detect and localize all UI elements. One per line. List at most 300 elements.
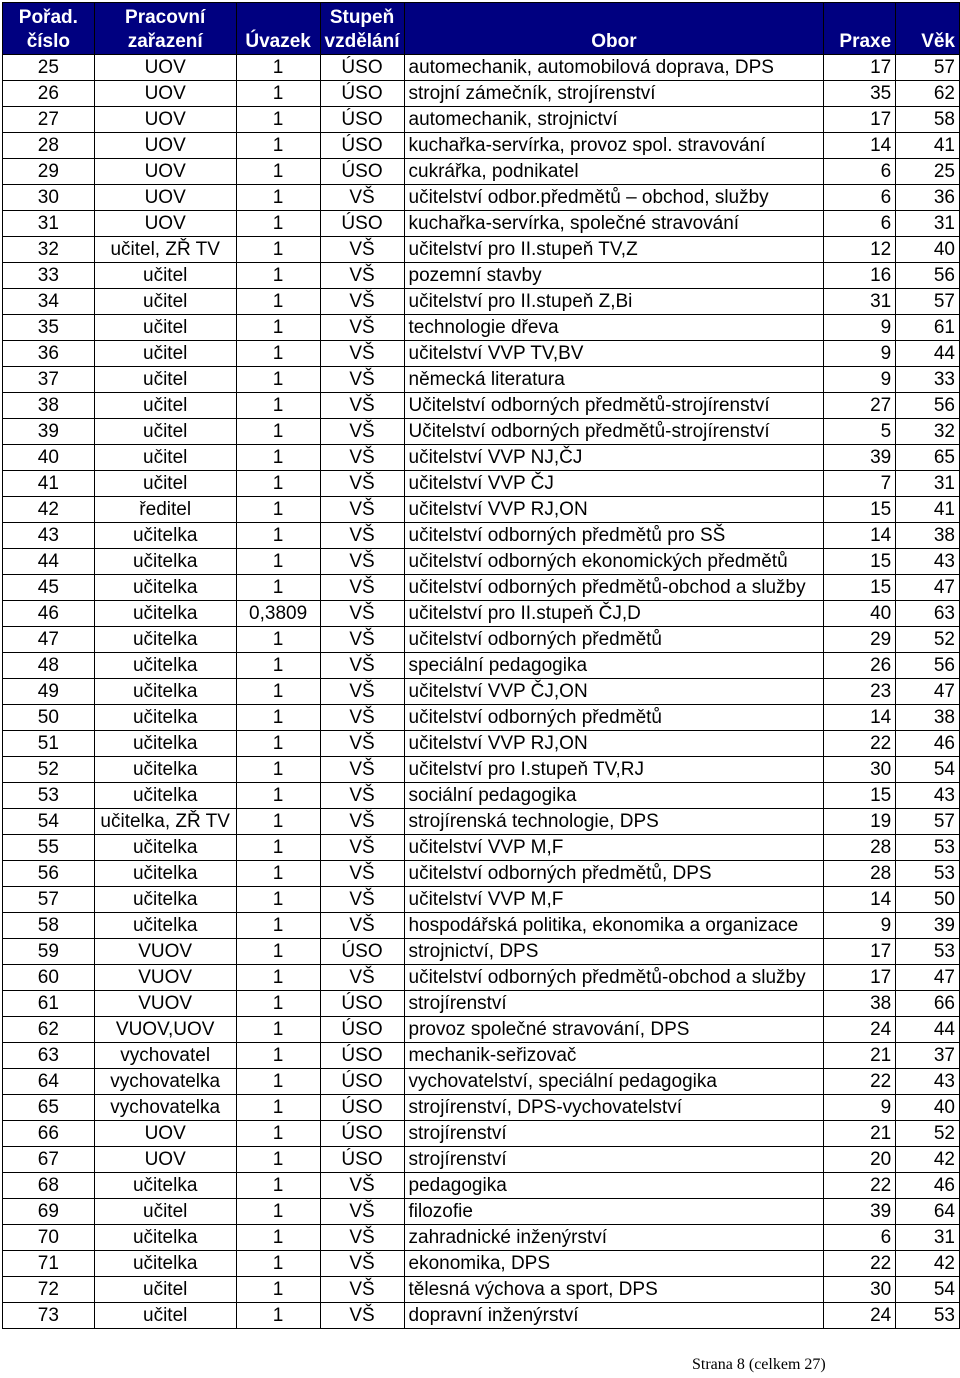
poradi-cell: 40 <box>3 445 95 471</box>
praxe-cell: 22 <box>824 1251 896 1277</box>
vek-cell: 61 <box>896 315 960 341</box>
obor-cell: automechanik, strojnictví <box>404 107 824 133</box>
zarazeni-cell: učitelka <box>94 887 236 913</box>
vek-cell: 54 <box>896 757 960 783</box>
vek-cell: 43 <box>896 1069 960 1095</box>
table-row <box>3 393 960 419</box>
zarazeni-cell: učitel <box>94 263 236 289</box>
stupen-cell: VŠ <box>320 835 404 861</box>
table-row <box>3 783 960 809</box>
header-vek-line2: Věk <box>921 31 955 52</box>
zarazeni-cell: učitel <box>94 289 236 315</box>
poradi-cell: 42 <box>3 497 95 523</box>
vek-cell: 47 <box>896 965 960 991</box>
vek-cell: 25 <box>896 159 960 185</box>
obor-cell: učitelství odbor.předmětů – obchod, služby <box>404 185 824 211</box>
obor-cell: strojírenství <box>404 991 824 1017</box>
stupen-cell: VŠ <box>320 445 404 471</box>
poradi-cell: 28 <box>3 133 95 159</box>
vek-cell: 37 <box>896 1043 960 1069</box>
praxe-cell: 30 <box>824 757 896 783</box>
zarazeni-cell: učitelka <box>94 679 236 705</box>
stupen-cell: ÚSO <box>320 211 404 237</box>
praxe-cell: 6 <box>824 185 896 211</box>
stupen-cell: ÚSO <box>320 1043 404 1069</box>
stupen-cell: VŠ <box>320 965 404 991</box>
uvazek-cell: 1 <box>236 497 320 523</box>
zarazeni-cell: vychovatelka <box>94 1069 236 1095</box>
table-row <box>3 1251 960 1277</box>
stupen-cell: VŠ <box>320 1303 404 1329</box>
vek-cell: 36 <box>896 185 960 211</box>
zarazeni-cell: učitelka <box>94 731 236 757</box>
table-row <box>3 991 960 1017</box>
obor-cell: učitelství VVP RJ,ON <box>404 497 824 523</box>
stupen-cell: ÚSO <box>320 939 404 965</box>
stupen-cell: VŠ <box>320 887 404 913</box>
uvazek-cell: 1 <box>236 757 320 783</box>
praxe-cell: 19 <box>824 809 896 835</box>
poradi-cell: 69 <box>3 1199 95 1225</box>
stupen-cell: ÚSO <box>320 159 404 185</box>
poradi-cell: 63 <box>3 1043 95 1069</box>
table-row <box>3 835 960 861</box>
obor-cell: speciální pedagogika <box>404 653 824 679</box>
poradi-cell: 62 <box>3 1017 95 1043</box>
stupen-cell: VŠ <box>320 549 404 575</box>
table-body <box>3 55 960 1329</box>
stupen-cell: VŠ <box>320 627 404 653</box>
zarazeni-cell: učitelka <box>94 757 236 783</box>
obor-cell: strojírenství <box>404 1147 824 1173</box>
stupen-cell: VŠ <box>320 341 404 367</box>
praxe-cell: 39 <box>824 1199 896 1225</box>
poradi-cell: 25 <box>3 55 95 81</box>
obor-cell: učitelství pro I.stupeň TV,RJ <box>404 757 824 783</box>
stupen-cell: ÚSO <box>320 1017 404 1043</box>
zarazeni-cell: vychovatelka <box>94 1095 236 1121</box>
zarazeni-cell: učitel <box>94 1199 236 1225</box>
table-row <box>3 471 960 497</box>
vek-cell: 38 <box>896 705 960 731</box>
header-praxe <box>824 3 896 55</box>
praxe-cell: 15 <box>824 575 896 601</box>
uvazek-cell: 1 <box>236 445 320 471</box>
uvazek-cell: 1 <box>236 289 320 315</box>
stupen-cell: VŠ <box>320 913 404 939</box>
header-praxe-line2: Praxe <box>839 31 892 52</box>
vek-cell: 33 <box>896 367 960 393</box>
stupen-cell: VŠ <box>320 757 404 783</box>
poradi-cell: 44 <box>3 549 95 575</box>
uvazek-cell: 1 <box>236 1147 320 1173</box>
table-row <box>3 913 960 939</box>
table-row <box>3 497 960 523</box>
zarazeni-cell: UOV <box>94 1147 236 1173</box>
zarazeni-cell: učitelka <box>94 1251 236 1277</box>
uvazek-cell: 1 <box>236 809 320 835</box>
table-row <box>3 653 960 679</box>
zarazeni-cell: učitel <box>94 445 236 471</box>
table-row <box>3 1043 960 1069</box>
header-stupen <box>320 3 404 55</box>
praxe-cell: 17 <box>824 965 896 991</box>
zarazeni-cell: učitel <box>94 471 236 497</box>
praxe-cell: 38 <box>824 991 896 1017</box>
header-uvazek <box>236 3 320 55</box>
uvazek-cell: 1 <box>236 419 320 445</box>
stupen-cell: VŠ <box>320 809 404 835</box>
zarazeni-cell: UOV <box>94 133 236 159</box>
obor-cell: učitelství VVP RJ,ON <box>404 731 824 757</box>
stupen-cell: VŠ <box>320 315 404 341</box>
obor-cell: strojírenství <box>404 1121 824 1147</box>
praxe-cell: 6 <box>824 211 896 237</box>
poradi-cell: 39 <box>3 419 95 445</box>
header-poradi-line1: Pořad. <box>18 7 78 28</box>
obor-cell: učitelství pro II.stupeň ČJ,D <box>404 601 824 627</box>
praxe-cell: 9 <box>824 367 896 393</box>
uvazek-cell: 1 <box>236 913 320 939</box>
stupen-cell: VŠ <box>320 367 404 393</box>
obor-cell: německá literatura <box>404 367 824 393</box>
stupen-cell: VŠ <box>320 1173 404 1199</box>
header-poradi <box>3 3 95 55</box>
poradi-cell: 53 <box>3 783 95 809</box>
table-row <box>3 367 960 393</box>
zarazeni-cell: učitelka <box>94 1225 236 1251</box>
vek-cell: 52 <box>896 1121 960 1147</box>
obor-cell: učitelství VVP TV,BV <box>404 341 824 367</box>
praxe-cell: 7 <box>824 471 896 497</box>
praxe-cell: 35 <box>824 81 896 107</box>
uvazek-cell: 1 <box>236 523 320 549</box>
table-row <box>3 185 960 211</box>
zarazeni-cell: učitelka <box>94 913 236 939</box>
poradi-cell: 72 <box>3 1277 95 1303</box>
zarazeni-cell: učitel <box>94 1277 236 1303</box>
table-row <box>3 549 960 575</box>
stupen-cell: ÚSO <box>320 133 404 159</box>
zarazeni-cell: učitelka, ZŘ TV <box>94 809 236 835</box>
poradi-cell: 55 <box>3 835 95 861</box>
obor-cell: strojnictví, DPS <box>404 939 824 965</box>
uvazek-cell: 1 <box>236 1017 320 1043</box>
uvazek-cell: 1 <box>236 1173 320 1199</box>
poradi-cell: 30 <box>3 185 95 211</box>
stupen-cell: VŠ <box>320 237 404 263</box>
obor-cell: cukrářka, podnikatel <box>404 159 824 185</box>
vek-cell: 46 <box>896 1173 960 1199</box>
zarazeni-cell: učitelka <box>94 627 236 653</box>
zarazeni-cell: UOV <box>94 55 236 81</box>
vek-cell: 57 <box>896 809 960 835</box>
stupen-cell: VŠ <box>320 861 404 887</box>
poradi-cell: 33 <box>3 263 95 289</box>
uvazek-cell: 1 <box>236 939 320 965</box>
praxe-cell: 39 <box>824 445 896 471</box>
zarazeni-cell: UOV <box>94 107 236 133</box>
uvazek-cell: 1 <box>236 367 320 393</box>
uvazek-cell: 1 <box>236 1043 320 1069</box>
praxe-cell: 20 <box>824 1147 896 1173</box>
header-uvazek-line2: Úvazek <box>245 31 311 52</box>
table-row <box>3 861 960 887</box>
vek-cell: 53 <box>896 861 960 887</box>
poradi-cell: 61 <box>3 991 95 1017</box>
poradi-cell: 66 <box>3 1121 95 1147</box>
table-row <box>3 887 960 913</box>
stupen-cell: VŠ <box>320 263 404 289</box>
praxe-cell: 14 <box>824 887 896 913</box>
poradi-cell: 59 <box>3 939 95 965</box>
obor-cell: učitelství pro II.stupeň Z,Bi <box>404 289 824 315</box>
zarazeni-cell: učitel <box>94 315 236 341</box>
stupen-cell: VŠ <box>320 575 404 601</box>
vek-cell: 57 <box>896 289 960 315</box>
table-row <box>3 445 960 471</box>
uvazek-cell: 1 <box>236 627 320 653</box>
table-row <box>3 81 960 107</box>
obor-cell: kuchařka-servírka, provoz spol. stravování <box>404 133 824 159</box>
table-row <box>3 159 960 185</box>
table-row <box>3 1017 960 1043</box>
vek-cell: 54 <box>896 1277 960 1303</box>
zarazeni-cell: VUOV <box>94 991 236 1017</box>
obor-cell: ekonomika, DPS <box>404 1251 824 1277</box>
uvazek-cell: 1 <box>236 315 320 341</box>
obor-cell: filozofie <box>404 1199 824 1225</box>
table-row <box>3 705 960 731</box>
vek-cell: 31 <box>896 471 960 497</box>
obor-cell: hospodářská politika, ekonomika a organizace <box>404 913 824 939</box>
praxe-cell: 27 <box>824 393 896 419</box>
zarazeni-cell: učitelka <box>94 523 236 549</box>
poradi-cell: 57 <box>3 887 95 913</box>
vek-cell: 32 <box>896 419 960 445</box>
table-row <box>3 1225 960 1251</box>
uvazek-cell: 1 <box>236 1277 320 1303</box>
uvazek-cell: 1 <box>236 1225 320 1251</box>
vek-cell: 41 <box>896 497 960 523</box>
zarazeni-cell: učitel <box>94 1303 236 1329</box>
obor-cell: učitelství VVP ČJ,ON <box>404 679 824 705</box>
obor-cell: učitelství pro II.stupeň TV,Z <box>404 237 824 263</box>
praxe-cell: 21 <box>824 1121 896 1147</box>
uvazek-cell: 1 <box>236 471 320 497</box>
stupen-cell: VŠ <box>320 419 404 445</box>
zarazeni-cell: UOV <box>94 185 236 211</box>
stupen-cell: ÚSO <box>320 1147 404 1173</box>
table-row <box>3 679 960 705</box>
uvazek-cell: 1 <box>236 575 320 601</box>
stupen-cell: VŠ <box>320 1251 404 1277</box>
obor-cell: strojní zámečník, strojírenství <box>404 81 824 107</box>
uvazek-cell: 1 <box>236 107 320 133</box>
zarazeni-cell: učitelka <box>94 549 236 575</box>
obor-cell: učitelství VVP M,F <box>404 887 824 913</box>
table-row <box>3 341 960 367</box>
poradi-cell: 27 <box>3 107 95 133</box>
poradi-cell: 51 <box>3 731 95 757</box>
uvazek-cell: 1 <box>236 783 320 809</box>
poradi-cell: 46 <box>3 601 95 627</box>
praxe-cell: 21 <box>824 1043 896 1069</box>
page-footer: Strana 8 (celkem 27) <box>692 1356 826 1373</box>
praxe-cell: 17 <box>824 939 896 965</box>
poradi-cell: 41 <box>3 471 95 497</box>
obor-cell: strojírenská technologie, DPS <box>404 809 824 835</box>
table-row <box>3 211 960 237</box>
praxe-cell: 24 <box>824 1303 896 1329</box>
zarazeni-cell: UOV <box>94 211 236 237</box>
table-row <box>3 1303 960 1329</box>
table-row <box>3 1277 960 1303</box>
vek-cell: 62 <box>896 81 960 107</box>
stupen-cell: VŠ <box>320 289 404 315</box>
stupen-cell: VŠ <box>320 783 404 809</box>
poradi-cell: 50 <box>3 705 95 731</box>
table-row <box>3 237 960 263</box>
poradi-cell: 34 <box>3 289 95 315</box>
uvazek-cell: 1 <box>236 159 320 185</box>
uvazek-cell: 1 <box>236 185 320 211</box>
stupen-cell: VŠ <box>320 1199 404 1225</box>
praxe-cell: 15 <box>824 497 896 523</box>
praxe-cell: 23 <box>824 679 896 705</box>
poradi-cell: 37 <box>3 367 95 393</box>
uvazek-cell: 1 <box>236 1069 320 1095</box>
obor-cell: učitelství VVP NJ,ČJ <box>404 445 824 471</box>
zarazeni-cell: VUOV <box>94 939 236 965</box>
praxe-cell: 22 <box>824 731 896 757</box>
praxe-cell: 22 <box>824 1069 896 1095</box>
poradi-cell: 35 <box>3 315 95 341</box>
praxe-cell: 26 <box>824 653 896 679</box>
poradi-cell: 60 <box>3 965 95 991</box>
obor-cell: Učitelství odborných předmětů-strojírenství <box>404 419 824 445</box>
table-row <box>3 939 960 965</box>
vek-cell: 66 <box>896 991 960 1017</box>
obor-cell: automechanik, automobilová doprava, DPS <box>404 55 824 81</box>
poradi-cell: 70 <box>3 1225 95 1251</box>
zarazeni-cell: učitel <box>94 341 236 367</box>
stupen-cell: VŠ <box>320 471 404 497</box>
poradi-cell: 73 <box>3 1303 95 1329</box>
stupen-cell: VŠ <box>320 653 404 679</box>
praxe-cell: 28 <box>824 861 896 887</box>
table-row <box>3 1121 960 1147</box>
table-row <box>3 1147 960 1173</box>
stupen-cell: VŠ <box>320 1277 404 1303</box>
table-row <box>3 315 960 341</box>
vek-cell: 43 <box>896 783 960 809</box>
praxe-cell: 24 <box>824 1017 896 1043</box>
vek-cell: 65 <box>896 445 960 471</box>
vek-cell: 56 <box>896 393 960 419</box>
stupen-cell: VŠ <box>320 679 404 705</box>
uvazek-cell: 1 <box>236 211 320 237</box>
praxe-cell: 6 <box>824 159 896 185</box>
poradi-cell: 52 <box>3 757 95 783</box>
vek-cell: 42 <box>896 1147 960 1173</box>
stupen-cell: VŠ <box>320 185 404 211</box>
stupen-cell: ÚSO <box>320 1069 404 1095</box>
table-row <box>3 523 960 549</box>
uvazek-cell: 1 <box>236 263 320 289</box>
praxe-cell: 9 <box>824 341 896 367</box>
table-row <box>3 757 960 783</box>
table-row <box>3 289 960 315</box>
zarazeni-cell: UOV <box>94 1121 236 1147</box>
poradi-cell: 56 <box>3 861 95 887</box>
uvazek-cell: 1 <box>236 1251 320 1277</box>
uvazek-cell: 1 <box>236 237 320 263</box>
stupen-cell: VŠ <box>320 731 404 757</box>
vek-cell: 57 <box>896 55 960 81</box>
uvazek-cell: 1 <box>236 393 320 419</box>
poradi-cell: 67 <box>3 1147 95 1173</box>
stupen-cell: ÚSO <box>320 991 404 1017</box>
uvazek-cell: 1 <box>236 731 320 757</box>
zarazeni-cell: učitel, ZŘ TV <box>94 237 236 263</box>
uvazek-cell: 1 <box>236 861 320 887</box>
vek-cell: 50 <box>896 887 960 913</box>
vek-cell: 38 <box>896 523 960 549</box>
zarazeni-cell: učitelka <box>94 835 236 861</box>
poradi-cell: 36 <box>3 341 95 367</box>
vek-cell: 47 <box>896 679 960 705</box>
vek-cell: 31 <box>896 1225 960 1251</box>
zarazeni-cell: učitel <box>94 419 236 445</box>
table-row <box>3 731 960 757</box>
praxe-cell: 15 <box>824 783 896 809</box>
zarazeni-cell: učitelka <box>94 575 236 601</box>
vek-cell: 47 <box>896 575 960 601</box>
praxe-cell: 22 <box>824 1173 896 1199</box>
uvazek-cell: 1 <box>236 1121 320 1147</box>
uvazek-cell: 1 <box>236 835 320 861</box>
praxe-cell: 28 <box>824 835 896 861</box>
table-row <box>3 419 960 445</box>
header-zarazeni <box>94 3 236 55</box>
uvazek-cell: 1 <box>236 55 320 81</box>
header-obor-line2: Obor <box>591 31 637 52</box>
praxe-cell: 9 <box>824 913 896 939</box>
table-row <box>3 965 960 991</box>
obor-cell: učitelství odborných předmětů, DPS <box>404 861 824 887</box>
obor-cell: dopravní inženýrství <box>404 1303 824 1329</box>
stupen-cell: ÚSO <box>320 55 404 81</box>
table-row <box>3 1069 960 1095</box>
obor-cell: učitelství odborných předmětů-obchod a služby <box>404 575 824 601</box>
vek-cell: 40 <box>896 1095 960 1121</box>
obor-cell: provoz společné stravování, DPS <box>404 1017 824 1043</box>
stupen-cell: VŠ <box>320 705 404 731</box>
vek-cell: 56 <box>896 263 960 289</box>
obor-cell: učitelství odborných předmětů <box>404 705 824 731</box>
uvazek-cell: 1 <box>236 705 320 731</box>
praxe-cell: 31 <box>824 289 896 315</box>
poradi-cell: 54 <box>3 809 95 835</box>
table-row <box>3 1199 960 1225</box>
uvazek-cell: 1 <box>236 549 320 575</box>
zarazeni-cell: UOV <box>94 159 236 185</box>
obor-cell: Učitelství odborných předmětů-strojírenství <box>404 393 824 419</box>
stupen-cell: ÚSO <box>320 1095 404 1121</box>
uvazek-cell: 1 <box>236 679 320 705</box>
uvazek-cell: 1 <box>236 1095 320 1121</box>
